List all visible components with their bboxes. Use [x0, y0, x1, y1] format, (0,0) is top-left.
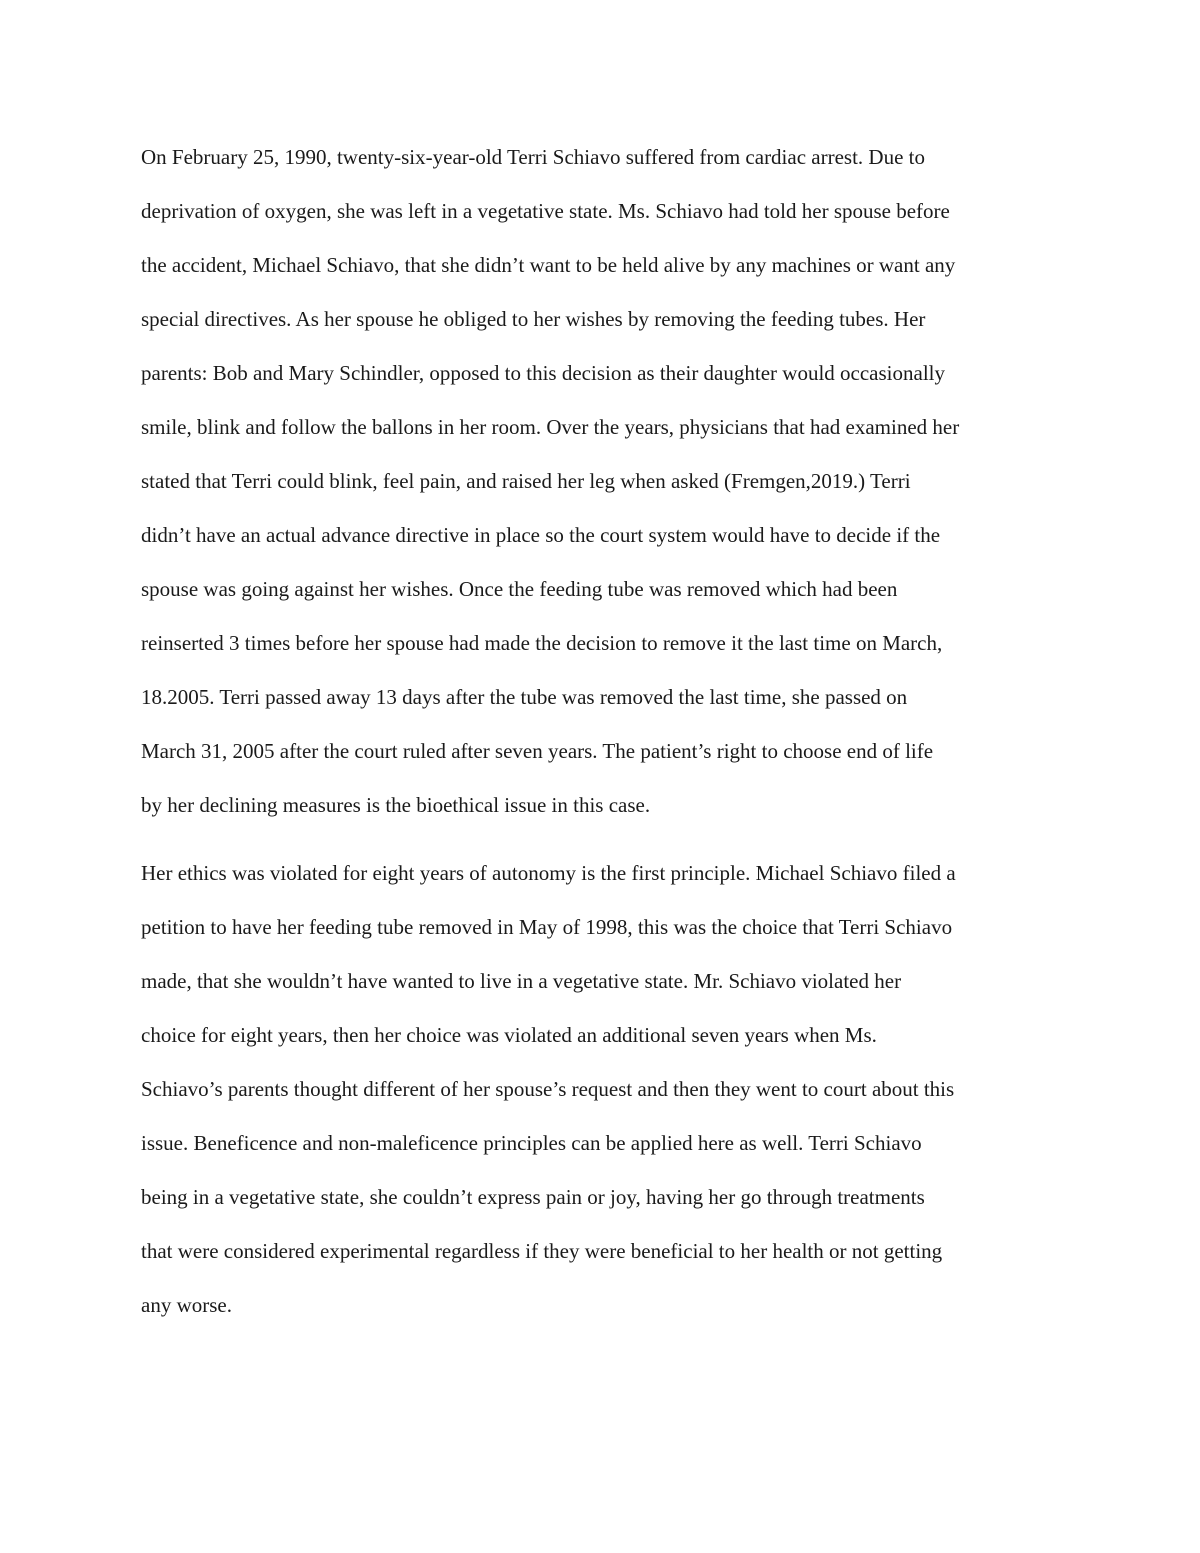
text-line: deprivation of oxygen, she was left in a vegetative state. Ms. Schiavo had told her spouse before — [141, 199, 950, 223]
text-line: that were considered experimental regardless if they were beneficial to her health or not getting — [141, 1239, 943, 1263]
text-line: choice for eight years, then her choice was violated an additional seven years when Ms. — [141, 1023, 877, 1047]
text-line: Her ethics was violated for eight years of autonomy is the first principle. Michael Schiavo filed a — [141, 861, 956, 885]
text-line: made, that she wouldn’t have wanted to live in a vegetative state. Mr. Schiavo violated her — [141, 969, 902, 993]
text-line: spouse was going against her wishes. Once the feeding tube was removed which had been — [141, 577, 898, 601]
document-body — [141, 135, 1071, 1337]
text-line: reinserted 3 times before her spouse had made the decision to remove it the last time on March, — [141, 631, 943, 655]
text-line: smile, blink and follow the ballons in her room. Over the years, physicians that had examined her — [141, 415, 960, 439]
text-line: by her declining measures is the bioethical issue in this case. — [141, 793, 651, 817]
text-line: being in a vegetative state, she couldn’t express pain or joy, having her go through treatments — [141, 1185, 925, 1209]
text-line: any worse. — [141, 1293, 232, 1317]
paragraph-2 — [141, 851, 1071, 1337]
text-line: special directives. As her spouse he obliged to her wishes by removing the feeding tubes. Her — [141, 307, 926, 331]
text-line: stated that Terri could blink, feel pain, and raised her leg when asked (Fremgen,2019.) Terri — [141, 469, 911, 493]
text-line: On February 25, 1990, twenty-six-year-old Terri Schiavo suffered from cardiac arrest. Due to — [141, 145, 925, 169]
text-line: issue. Beneficence and non-maleficence principles can be applied here as well. Terri Schiavo — [141, 1131, 922, 1155]
text-line: Schiavo’s parents thought different of her spouse’s request and then they went to court about this — [141, 1077, 955, 1101]
text-line: petition to have her feeding tube removed in May of 1998, this was the choice that Terri Schiavo — [141, 915, 953, 939]
paragraph-1 — [141, 135, 1071, 837]
text-line: parents: Bob and Mary Schindler, opposed to this decision as their daughter would occasionally — [141, 361, 945, 385]
text-line: 18.2005. Terri passed away 13 days after the tube was removed the last time, she passed on — [141, 685, 908, 709]
text-line: March 31, 2005 after the court ruled after seven years. The patient’s right to choose end of life — [141, 739, 934, 763]
text-line: didn’t have an actual advance directive in place so the court system would have to decide if the — [141, 523, 941, 547]
paragraph-spacing — [141, 837, 1071, 851]
text-line: the accident, Michael Schiavo, that she didn’t want to be held alive by any machines or want any — [141, 253, 956, 277]
